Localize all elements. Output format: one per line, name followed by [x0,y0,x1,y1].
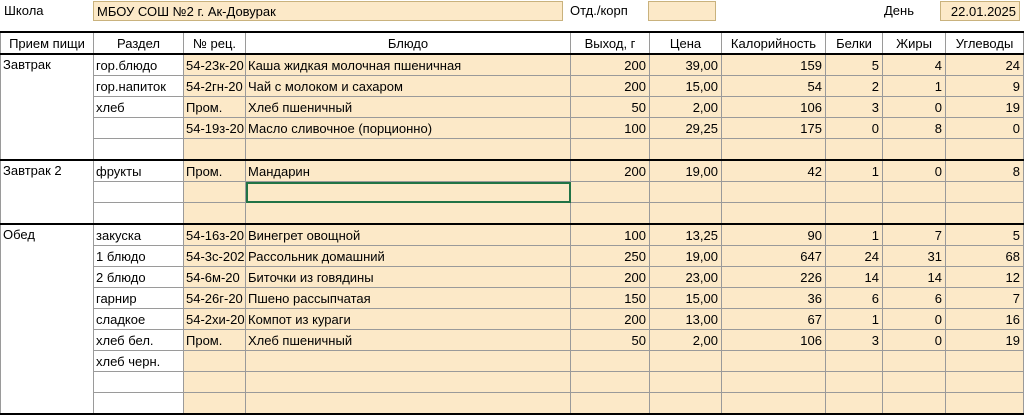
col-header: Цена [650,32,722,54]
protein-cell[interactable]: 0 [826,118,883,139]
section-cell[interactable]: гарнир [94,288,184,309]
carbs-cell[interactable]: 24 [946,54,1024,76]
section-cell[interactable]: гор.напиток [94,76,184,97]
col-header: Калорийность [722,32,826,54]
price-cell[interactable]: 29,25 [650,118,722,139]
col-header: Жиры [883,32,946,54]
recipe-cell[interactable]: 54-6м-20 [184,267,246,288]
table-row [1,76,1024,97]
protein-cell[interactable]: 5 [826,54,883,76]
meal-cell[interactable] [1,203,94,225]
price-cell[interactable] [650,203,722,225]
section-cell[interactable] [94,372,184,393]
table-row [1,351,1024,372]
carbs-cell[interactable]: 9 [946,76,1024,97]
price-cell[interactable] [650,351,722,372]
output-cell[interactable]: 200 [571,76,650,97]
meal-cell[interactable] [1,309,94,330]
fat-cell[interactable]: 0 [883,330,946,351]
recipe-cell[interactable] [184,372,246,393]
fat-cell[interactable]: 0 [883,309,946,330]
meal-cell[interactable] [1,351,94,372]
table-row [1,288,1024,309]
table-row [1,330,1024,351]
carbs-cell[interactable] [946,393,1024,415]
section-cell[interactable]: фрукты [94,160,184,182]
sheet-header [0,0,1024,30]
kcal-cell[interactable] [722,393,826,415]
dish-cell[interactable]: Хлеб пшеничный [246,97,571,118]
carbs-cell[interactable]: 19 [946,330,1024,351]
recipe-cell[interactable]: Пром. [184,160,246,182]
carbs-cell[interactable]: 16 [946,309,1024,330]
meal-cell[interactable] [1,118,94,139]
meal-cell[interactable]: Завтрак [1,54,94,76]
recipe-cell[interactable] [184,139,246,161]
output-cell[interactable] [571,393,650,415]
table-row [1,372,1024,393]
kcal-cell[interactable]: 90 [722,224,826,246]
price-cell[interactable]: 23,00 [650,267,722,288]
section-cell[interactable] [94,203,184,225]
recipe-cell[interactable] [184,203,246,225]
column-header-row [1,32,1024,54]
dish-cell[interactable]: Рассольник домашний [246,246,571,267]
kcal-cell[interactable] [722,139,826,161]
table-row [1,224,1024,246]
recipe-cell[interactable]: 54-16з-20 [184,224,246,246]
price-cell[interactable]: 15,00 [650,288,722,309]
dish-cell[interactable] [246,393,571,415]
meal-cell[interactable] [1,97,94,118]
protein-cell[interactable] [826,139,883,161]
dish-cell[interactable]: Каша жидкая молочная пшеничная [246,54,571,76]
fat-cell[interactable] [883,351,946,372]
table-row [1,393,1024,415]
fat-cell[interactable]: 0 [883,160,946,182]
recipe-cell[interactable]: Пром. [184,330,246,351]
price-cell[interactable]: 39,00 [650,54,722,76]
price-cell[interactable]: 13,00 [650,309,722,330]
section-cell[interactable] [94,139,184,161]
kcal-cell[interactable]: 226 [722,267,826,288]
price-cell[interactable]: 13,25 [650,224,722,246]
kcal-cell[interactable]: 106 [722,330,826,351]
meal-cell[interactable] [1,393,94,415]
kcal-cell[interactable] [722,351,826,372]
dish-cell[interactable] [246,182,571,203]
fat-cell[interactable] [883,182,946,203]
output-cell[interactable] [571,372,650,393]
col-header: Блюдо [246,32,571,54]
protein-cell[interactable]: 14 [826,267,883,288]
protein-cell[interactable]: 3 [826,330,883,351]
dish-cell[interactable]: Хлеб пшеничный [246,330,571,351]
carbs-cell[interactable] [946,139,1024,161]
kcal-cell[interactable]: 36 [722,288,826,309]
protein-cell[interactable] [826,203,883,225]
fat-cell[interactable] [883,139,946,161]
section-cell[interactable]: хлеб бел. [94,330,184,351]
meal-cell[interactable] [1,267,94,288]
table-row [1,246,1024,267]
carbs-cell[interactable]: 0 [946,118,1024,139]
output-cell[interactable] [571,351,650,372]
output-cell[interactable]: 200 [571,309,650,330]
table-row [1,118,1024,139]
section-cell[interactable]: хлеб черн. [94,351,184,372]
section-cell[interactable]: хлеб [94,97,184,118]
carbs-cell[interactable]: 8 [946,160,1024,182]
price-cell[interactable] [650,182,722,203]
protein-cell[interactable]: 1 [826,224,883,246]
meal-cell[interactable]: Обед [1,224,94,246]
meal-cell[interactable] [1,330,94,351]
price-cell[interactable]: 15,00 [650,76,722,97]
carbs-cell[interactable]: 68 [946,246,1024,267]
section-cell[interactable]: 1 блюдо [94,246,184,267]
table-row [1,97,1024,118]
fat-cell[interactable] [883,203,946,225]
school-name-cell[interactable]: МБОУ СОШ №2 г. Ак-Довурак [93,1,563,21]
fat-cell[interactable]: 1 [883,76,946,97]
dish-cell[interactable] [246,139,571,161]
meal-cell[interactable] [1,246,94,267]
carbs-cell[interactable] [946,182,1024,203]
dish-cell[interactable]: Пшено рассыпчатая [246,288,571,309]
kcal-cell[interactable]: 67 [722,309,826,330]
output-cell[interactable]: 250 [571,246,650,267]
table-row [1,182,1024,203]
output-cell[interactable]: 200 [571,54,650,76]
section-cell[interactable]: 2 блюдо [94,267,184,288]
protein-cell[interactable] [826,372,883,393]
kcal-cell[interactable]: 647 [722,246,826,267]
meal-cell[interactable] [1,182,94,203]
protein-cell[interactable]: 1 [826,160,883,182]
section-cell[interactable]: гор.блюдо [94,54,184,76]
recipe-cell[interactable]: 54-23к-20 [184,54,246,76]
recipe-cell[interactable]: 54-3с-202 [184,246,246,267]
output-cell[interactable]: 100 [571,224,650,246]
dept-label: Отд./корп [570,3,628,18]
table-row [1,309,1024,330]
dish-cell[interactable]: Масло сливочное (порционно) [246,118,571,139]
fat-cell[interactable] [883,393,946,415]
fat-cell[interactable]: 0 [883,97,946,118]
fat-cell[interactable]: 31 [883,246,946,267]
kcal-cell[interactable]: 54 [722,76,826,97]
table-row [1,203,1024,225]
col-header: Раздел [94,32,184,54]
dish-cell[interactable]: Мандарин [246,160,571,182]
fat-cell[interactable]: 6 [883,288,946,309]
table-row [1,160,1024,182]
day-label: День [884,3,914,18]
kcal-cell[interactable]: 175 [722,118,826,139]
output-cell[interactable]: 200 [571,267,650,288]
protein-cell[interactable]: 3 [826,97,883,118]
recipe-cell[interactable]: 54-2гн-20 [184,76,246,97]
carbs-cell[interactable]: 12 [946,267,1024,288]
price-cell[interactable]: 2,00 [650,330,722,351]
carbs-cell[interactable] [946,351,1024,372]
price-cell[interactable]: 19,00 [650,160,722,182]
table-row [1,54,1024,76]
school-label: Школа [4,3,44,18]
dish-cell[interactable] [246,203,571,225]
section-cell[interactable]: сладкое [94,309,184,330]
protein-cell[interactable] [826,393,883,415]
output-cell[interactable] [571,203,650,225]
output-cell[interactable]: 50 [571,330,650,351]
date-cell[interactable]: 22.01.2025 [940,1,1020,21]
price-cell[interactable] [650,393,722,415]
output-cell[interactable]: 50 [571,97,650,118]
price-cell[interactable] [650,139,722,161]
kcal-cell[interactable] [722,203,826,225]
protein-cell[interactable] [826,182,883,203]
price-cell[interactable] [650,372,722,393]
dish-cell[interactable] [246,351,571,372]
kcal-cell[interactable]: 159 [722,54,826,76]
carbs-cell[interactable]: 19 [946,97,1024,118]
protein-cell[interactable]: 1 [826,309,883,330]
col-header: Белки [826,32,883,54]
meal-cell[interactable] [1,139,94,161]
output-cell[interactable]: 200 [571,160,650,182]
dish-cell[interactable]: Чай с молоком и сахаром [246,76,571,97]
output-cell[interactable]: 150 [571,288,650,309]
table-row [1,267,1024,288]
meal-cell[interactable] [1,288,94,309]
fat-cell[interactable]: 7 [883,224,946,246]
protein-cell[interactable]: 2 [826,76,883,97]
dish-cell[interactable]: Компот из кураги [246,309,571,330]
meal-cell[interactable]: Завтрак 2 [1,160,94,182]
price-cell[interactable]: 19,00 [650,246,722,267]
kcal-cell[interactable] [722,372,826,393]
section-cell[interactable]: закуска [94,224,184,246]
kcal-cell[interactable]: 106 [722,97,826,118]
section-cell[interactable] [94,393,184,415]
table-row [1,139,1024,161]
menu-table [0,31,1024,415]
dish-cell[interactable]: Винегрет овощной [246,224,571,246]
dish-cell[interactable]: Биточки из говядины [246,267,571,288]
carbs-cell[interactable] [946,372,1024,393]
dept-value-cell[interactable] [648,1,716,21]
output-cell[interactable] [571,182,650,203]
col-header: Прием пищи [1,32,94,54]
meal-cell[interactable] [1,76,94,97]
col-header: Выход, г [571,32,650,54]
fat-cell[interactable]: 14 [883,267,946,288]
section-cell[interactable] [94,118,184,139]
carbs-cell[interactable]: 5 [946,224,1024,246]
meal-cell[interactable] [1,372,94,393]
protein-cell[interactable]: 6 [826,288,883,309]
kcal-cell[interactable] [722,182,826,203]
recipe-cell[interactable] [184,182,246,203]
fat-cell[interactable]: 8 [883,118,946,139]
output-cell[interactable]: 100 [571,118,650,139]
carbs-cell[interactable] [946,203,1024,225]
col-header: Углеводы [946,32,1024,54]
fat-cell[interactable] [883,372,946,393]
recipe-cell[interactable]: Пром. [184,97,246,118]
output-cell[interactable] [571,139,650,161]
kcal-cell[interactable]: 42 [722,160,826,182]
protein-cell[interactable]: 24 [826,246,883,267]
section-cell[interactable] [94,182,184,203]
fat-cell[interactable]: 4 [883,54,946,76]
carbs-cell[interactable]: 7 [946,288,1024,309]
recipe-cell[interactable]: 54-2хи-20 [184,309,246,330]
dish-cell[interactable] [246,372,571,393]
recipe-cell[interactable]: 54-19з-20 [184,118,246,139]
recipe-cell[interactable] [184,351,246,372]
recipe-cell[interactable]: 54-26г-20 [184,288,246,309]
protein-cell[interactable] [826,351,883,372]
col-header: № рец. [184,32,246,54]
recipe-cell[interactable] [184,393,246,415]
price-cell[interactable]: 2,00 [650,97,722,118]
